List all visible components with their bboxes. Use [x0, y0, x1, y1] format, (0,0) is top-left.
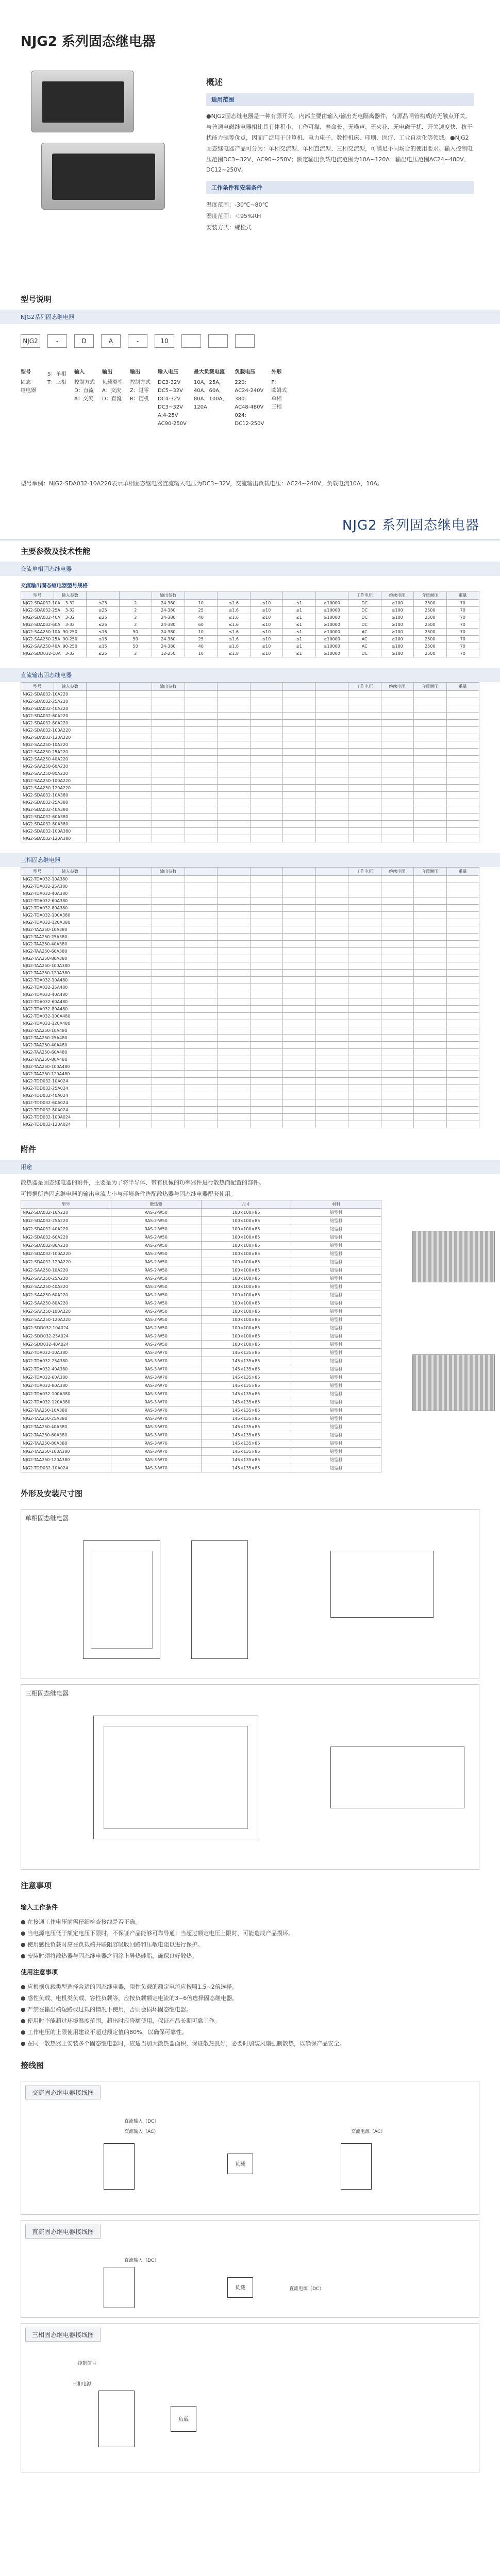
- cond-install: 安装方式：螺栓式: [206, 224, 252, 231]
- spec-sub2: 直流输出固态继电器: [0, 668, 500, 682]
- table-header-cell: [283, 867, 316, 875]
- accessory-row: NJG2-TDA032-40A380 RAS-3-W70 145×135×85 铝型材: [21, 1365, 381, 1373]
- model-diagram: [0, 324, 500, 479]
- table-header-cell: [315, 591, 348, 599]
- three-load-block: 负载: [171, 2406, 196, 2432]
- accessory-row: NJG2-SDA032-100A220 RAS-2-W50 100×100×85 铝型材: [21, 1249, 381, 1258]
- table-row: NJG2-SDA032-100A380: [21, 827, 479, 835]
- accessory-row: NJG2-TDA032-80A380 RAS-3-W70 145×135×85 铝型材: [21, 1381, 381, 1389]
- conditions-label: 工作条件和安装条件: [206, 181, 474, 194]
- table-header-cell: [185, 591, 218, 599]
- table-header-cell: 绝缘电阻: [381, 867, 414, 875]
- product-image: [21, 71, 175, 215]
- accessory-text1: 散热器是固态继电器的附件，主要是为了将半导体、带有机械的功率器件进行散热而配置的部件。: [21, 1179, 264, 1186]
- table-header-cell: [119, 867, 152, 875]
- table-row: NJG2-SDA032-80A380: [21, 820, 479, 827]
- accessory-header-cell: 尺寸: [201, 1200, 291, 1208]
- notes-sub2: 使用注意事项: [21, 1968, 58, 1976]
- dc-load-block: 负载: [227, 2277, 253, 2298]
- accessory-sub: 用途: [0, 1160, 500, 1174]
- table-row: NJG2-SAA250-100A220: [21, 777, 479, 784]
- wiring-heading: 接线图: [21, 2060, 44, 2070]
- accessory-row: NJG2-SDA032-60A220 RAS-2-W50 100×100×85 铝型材: [21, 1233, 381, 1241]
- table-row: NJG2-SDA032-60A220: [21, 712, 479, 719]
- table-header-cell: [119, 682, 152, 690]
- table-header-cell: 重量: [446, 867, 479, 875]
- spec-sub3: 三相固态继电器: [0, 853, 500, 867]
- spec-table-title: 交流输出固态继电器型号规格: [21, 583, 88, 589]
- model-code-column: 外形 F： 欧姆式 单相 三相: [271, 369, 287, 410]
- spec-table: [21, 591, 479, 657]
- accessory-row: NJG2-TDA032-10A380 RAS-3-W70 145×135×85 铝型材: [21, 1348, 381, 1357]
- table-row: NJG2-SAA250-80A220: [21, 770, 479, 777]
- accessory-row: NJG2-SAA250-120A220 RAS-2-W50 100×100×85 铝型材: [21, 1315, 381, 1324]
- accessory-row: NJG2-SDA032-80A220 RAS-2-W50 100×100×85 铝型材: [21, 1241, 381, 1249]
- ac-wiring-diagram: [21, 2081, 479, 2215]
- cond-humidity: 湿度范围：＜95%RH: [206, 213, 261, 220]
- spec-heading: 主要参数及技术性能: [21, 546, 91, 556]
- table-row: NJG2-TAA250-40A380: [21, 940, 479, 947]
- spec-sub1: 交流单相固态继电器: [0, 562, 500, 576]
- table-header-cell: 型号: [21, 867, 54, 875]
- table-row: NJG2-TAA250-10A480: [21, 1027, 479, 1034]
- table-row: NJG2-SAA250-10A 90-250 ≤15 50 24-380 10 ≤1.6 ≤10 ≤1 ≥10000 AC ≥100 2500 70: [21, 628, 479, 635]
- notes-heading: 注意事项: [21, 1880, 52, 1890]
- table-row: NJG2-TDA032-10A480: [21, 976, 479, 984]
- model-code-box: -: [47, 334, 67, 348]
- dc-supply-label: 直流电源（DC）: [289, 2286, 324, 2292]
- table-row: NJG2-TDA032-40A480: [21, 991, 479, 998]
- table-row: NJG2-SDA032-25A380: [21, 799, 479, 806]
- outline-heading: 外形及安装尺寸图: [21, 1488, 83, 1498]
- model-code-box: A: [101, 334, 121, 348]
- accessory-row: NJG2-SDA032-120A220 RAS-2-W50 100×100×85 铝型材: [21, 1258, 381, 1266]
- accessory-row: NJG2-SDA032-25A220 RAS-2-W50 100×100×85 铝型材: [21, 1216, 381, 1225]
- table-row: NJG2-SDA032-60A 3-32 ≤25 2 24-380 60 ≤1.6 ≤10 ≤1 ≥10000 DC ≥100 2500 70: [21, 621, 479, 628]
- accessory-row: NJG2-SDD032-25A024 RAS-2-W50 100×100×85 铝型材: [21, 1332, 381, 1340]
- table-row: NJG2-TDA032-100A380: [21, 911, 479, 919]
- notes-block: [0, 1896, 500, 2055]
- table-row: NJG2-SDA032-40A380: [21, 806, 479, 813]
- overview-heading: 概述: [206, 77, 223, 87]
- page-title: NJG2 系列固态继电器: [21, 34, 156, 49]
- accessory-row: NJG2-SAA250-10A220 RAS-2-W50 100×100×85 铝型材: [21, 1266, 381, 1274]
- table-row: NJG2-SAA250-10A220: [21, 741, 479, 748]
- table-row: NJG2-TDD032-25A024: [21, 1084, 479, 1092]
- table-row: NJG2-SAA250-25A220: [21, 748, 479, 755]
- accessory-row: NJG2-TAA250-60A380 RAS-3-W70 145×135×85 铝型材: [21, 1431, 381, 1439]
- model-code-column: 输入 控制方式 D：直流 A：交流: [74, 369, 95, 402]
- table-row: NJG2-SDA032-60A380: [21, 813, 479, 820]
- table-row: NJG2-TDA032-10A380: [21, 875, 479, 883]
- table-row: NJG2-SDA032-10A380: [21, 791, 479, 799]
- model-code-column: 输出 控制方式 Z：过零 R：随机: [130, 369, 151, 402]
- table-row: NJG2-SDD032-10A 3-32 ≤25 2 12-250 10 ≤1.8 ≤10 ≤1 ≥10000 DC ≥100 2500 70: [21, 650, 479, 657]
- table-header-cell: 型号: [21, 591, 54, 599]
- accessory-row: NJG2-TAA250-10A380 RAS-3-W70 145×135×85 铝型材: [21, 1406, 381, 1414]
- series-banner: [0, 510, 500, 540]
- table-header-cell: 工作电压: [348, 682, 381, 690]
- note-line: ● 当电源电压低于额定电压下限时，不保证产品能够可靠导通；当超过额定电压上限时，可能造成产品损坏。: [21, 1929, 294, 1937]
- table-row: NJG2-TDA032-100A480: [21, 1012, 479, 1020]
- table-header-cell: 介质耐压: [414, 867, 447, 875]
- dc-wiring-caption: 直流固态继电器接线图: [25, 2225, 101, 2239]
- model-code-box: [208, 334, 228, 348]
- table-header-cell: [218, 682, 251, 690]
- table-header-cell: [250, 682, 283, 690]
- purpose-text: ●NJG2固态继电器是一种有源开关，内部主要由输入/输出光电隔离器件，有源晶闸管构成的无触点开关。与普通电磁继电器相比具有体积小、工作可靠、寿命长、无噪声、无火花、无电磁干扰、开关速度快、抗干扰能力强等优点，因而广泛用于计算机、电力电子、数控机床、印刷、医疗、工业自动化等领域。●NJG2固态继电器产品可分为：单相交流型、单相直流型、三相交流型，可满足不同场合的使用要求。输入控制电压范围DC3~32V、AC90~250V；额定输出负载电流范围为10A~120A；输出电压范围AC24~480V、DC12~250V。: [206, 113, 473, 174]
- model-code-column: 输出 负载类型 A：交流 D：直流: [102, 369, 123, 402]
- note-line: ● 安装时须将散热器与固态继电器之间涂上导热硅脂，确保良好散热。: [21, 1952, 198, 1959]
- table-header-cell: [250, 867, 283, 875]
- table-row: NJG2-SAA250-25A 90-250 ≤15 50 24-380 25 ≤1.6 ≤10 ≤1 ≥10000 AC ≥100 2500 70: [21, 635, 479, 642]
- note-line: ● 在同一散热器上安装多个固态继电器时，应适当加大散热器面积，保证散热良好，必要时加装风扇强制散热，以确保产品安全。: [21, 2040, 345, 2047]
- ac-input-dc-label: 直流输入（DC）: [124, 2119, 159, 2124]
- table-row: NJG2-TAA250-100A480: [21, 1063, 479, 1070]
- accessory-table: [21, 1200, 381, 1472]
- accessory-header-cell: 型号: [21, 1200, 111, 1208]
- table-header-cell: 输入参数: [54, 591, 87, 599]
- table-row: NJG2-TDA032-60A480: [21, 998, 479, 1005]
- accessory-row: NJG2-TAA250-25A380 RAS-3-W70 145×135×85 铝型材: [21, 1414, 381, 1422]
- table-header-cell: [315, 867, 348, 875]
- note-line: ● 工作电压的上限使用建议不超过额定值的80%，以确保可靠性。: [21, 2028, 188, 2036]
- table-row: NJG2-SAA250-40A220: [21, 755, 479, 762]
- note-line: ● 应根据负载类型选择合适的固态继电器，阻性负载的额定电流应按照1.5~2倍选择。: [21, 1983, 238, 1990]
- table-header-cell: [283, 682, 316, 690]
- model-note: 型号举例：NJG2-SDA032-10A220表示单相固态继电器直流输入电压为DC3~32V，交流输出负载电压：AC24~240V，负载电流10A，10A。: [21, 480, 383, 487]
- model-code-column: 最大负载电流 10A，25A， 40A，60A， 80A，100A， 120A: [193, 369, 228, 410]
- purpose-label: 适用范围: [206, 93, 474, 106]
- accessory-text2: 可根据所选固态继电器的输出电流大小与环境条件选配散热器与固态继电器配套使用。: [21, 1190, 236, 1197]
- accessory-row: NJG2-SAA250-80A220 RAS-2-W50 100×100×85 铝型材: [21, 1299, 381, 1307]
- table-row: NJG2-SDA032-100A220: [21, 726, 479, 734]
- accessory-row: NJG2-TDA032-60A380 RAS-3-W70 145×135×85 铝型材: [21, 1373, 381, 1381]
- accessory-row: NJG2-TDA032-120A380 RAS-3-W70 145×135×85 铝型材: [21, 1398, 381, 1406]
- model-code-column: 负载电压 220: AC24-240V 380: AC48-480V 024: DC12-250V: [235, 369, 264, 427]
- table-header-cell: [87, 867, 120, 875]
- ac-supply-label: 交流电源（AC）: [351, 2129, 386, 2134]
- model-code-box: [181, 334, 201, 348]
- accessory-row: NJG2-TDA032-25A380 RAS-3-W70 145×135×85 铝型材: [21, 1357, 381, 1365]
- dc-wiring-diagram: [21, 2220, 479, 2318]
- accessory-header-cell: 散热器: [111, 1200, 201, 1208]
- table-row: NJG2-TDA032-60A380: [21, 897, 479, 904]
- table-header-cell: [185, 867, 218, 875]
- three-relay-block: [98, 2391, 135, 2447]
- cond-temp: 温度范围：-30℃~80℃: [206, 201, 269, 209]
- table-row: NJG2-TDA032-25A480: [21, 984, 479, 991]
- table-row: NJG2-TAA250-120A480: [21, 1070, 479, 1077]
- table-header-cell: 绝缘电阻: [381, 591, 414, 599]
- table-row: NJG2-TDA032-40A380: [21, 890, 479, 897]
- model-heading: 型号说明: [21, 295, 52, 304]
- model-subbar: NJG2系列固态继电器: [0, 310, 500, 324]
- accessory-row: NJG2-SDA032-40A220 RAS-2-W50 100×100×85 铝型材: [21, 1225, 381, 1233]
- table-header-cell: 重量: [446, 682, 479, 690]
- accessory-row: NJG2-TAA250-80A380 RAS-3-W70 145×135×85 铝型材: [21, 1439, 381, 1447]
- model-code-column: 输入电压 DC3-32V DC5~32V DC4-32V DC3~32V A:4-25V AC90-250V: [158, 369, 187, 427]
- table-header-cell: [185, 682, 218, 690]
- single-outline-drawing: [21, 1509, 479, 1679]
- table-header-cell: 重量: [446, 591, 479, 599]
- table-row: NJG2-TAA250-25A380: [21, 933, 479, 940]
- table-header-cell: [119, 591, 152, 599]
- model-code-box: NJG2: [21, 334, 40, 348]
- model-code-column: S：单相 T：三相: [47, 371, 66, 385]
- accessory-row: NJG2-SAA250-40A220 RAS-2-W50 100×100×85 铝型材: [21, 1282, 381, 1291]
- table-header-cell: 工作电压: [348, 591, 381, 599]
- accessory-row: NJG2-TDA032-100A380 RAS-3-W70 145×135×85 铝型材: [21, 1389, 381, 1398]
- table-header-cell: 输出参数: [152, 682, 185, 690]
- three-outline-caption: 三相固态继电器: [25, 1689, 69, 1697]
- three-spec-table: [21, 867, 479, 1128]
- accessory-row: NJG2-SAA250-100A220 RAS-2-W50 100×100×85 铝型材: [21, 1307, 381, 1315]
- table-header-cell: 介质耐压: [414, 591, 447, 599]
- table-row: NJG2-SDA032-25A 3-32 ≤25 2 24-380 25 ≤1.6 ≤10 ≤1 ≥10000 DC ≥100 2500 70: [21, 606, 479, 614]
- table-row: NJG2-TDD032-60A024: [21, 1099, 479, 1106]
- ac-load-block: 负载: [227, 2154, 253, 2174]
- accessory-heading: 附件: [21, 1144, 37, 1154]
- single-outline-caption: 单相固态继电器: [25, 1514, 69, 1522]
- table-header-cell: 输入参数: [54, 867, 87, 875]
- table-row: NJG2-TDD032-10A024: [21, 1077, 479, 1084]
- table-row: NJG2-SDA032-80A220: [21, 719, 479, 726]
- note-line: ● 感性负载、电机类负载、容性负载等，应按负载额定电流的3~6倍选择固态继电器。: [21, 1994, 238, 2002]
- table-row: NJG2-TAA250-80A480: [21, 1056, 479, 1063]
- table-row: NJG2-TDA032-120A480: [21, 1020, 479, 1027]
- table-header-cell: [283, 591, 316, 599]
- table-row: NJG2-TDA032-120A380: [21, 919, 479, 926]
- banner-text: NJG2 系列固态继电器: [342, 518, 479, 534]
- table-header-cell: 介质耐压: [414, 682, 447, 690]
- table-header-cell: 输出参数: [152, 867, 185, 875]
- table-header-cell: [218, 867, 251, 875]
- table-row: NJG2-TAA250-60A380: [21, 947, 479, 955]
- table-row: NJG2-SDA032-10A220: [21, 690, 479, 698]
- accessory-row: NJG2-SDD032-40A024 RAS-2-W50 100×100×85 铝型材: [21, 1340, 381, 1348]
- table-header-cell: 工作电压: [348, 867, 381, 875]
- three-wiring-diagram: [21, 2323, 479, 2472]
- table-row: NJG2-TDA032-80A480: [21, 1005, 479, 1012]
- three-input-label: 控制信号: [78, 2361, 97, 2366]
- table-row: NJG2-SDA032-40A 3-32 ≤25 2 24-380 40 ≤1.6 ≤10 ≤1 ≥10000 DC ≥100 2500 70: [21, 614, 479, 621]
- accessory-row: NJG2-SDD032-10A024 RAS-2-W50 100×100×85 铝型材: [21, 1324, 381, 1332]
- table-row: NJG2-TAA250-10A380: [21, 926, 479, 933]
- note-line: ● 严禁在输出端短路或过载的情况下使用，否则会损坏固态继电器。: [21, 2006, 192, 2013]
- ac-input-ac-label: 交流输入（AC）: [124, 2129, 159, 2134]
- table-header-cell: 绝缘电阻: [381, 682, 414, 690]
- model-code-box: [235, 334, 255, 348]
- table-row: NJG2-SDA032-10A 3-32 ≤25 2 24-380 10 ≤1.6 ≤10 ≤1 ≥10000 DC ≥100 2500 70: [21, 599, 479, 606]
- dc-relay-block: [104, 2267, 135, 2308]
- dc-input-label: 直流输入（DC）: [124, 2258, 159, 2263]
- table-row: NJG2-SAA250-120A220: [21, 784, 479, 791]
- table-header-cell: 型号: [21, 682, 54, 690]
- table-row: NJG2-TDD032-40A024: [21, 1092, 479, 1099]
- table-header-cell: [87, 682, 120, 690]
- model-code-box: 10: [155, 334, 174, 348]
- model-code-column: 型号 固态 继电器: [21, 369, 36, 394]
- accessory-row: NJG2-SAA250-60A220 RAS-2-W50 100×100×85 铝型材: [21, 1291, 381, 1299]
- accessory-row: NJG2-SAA250-25A220 RAS-2-W50 100×100×85 铝型材: [21, 1274, 381, 1282]
- table-row: NJG2-TAA250-40A480: [21, 1041, 479, 1048]
- table-row: NJG2-TAA250-80A380: [21, 955, 479, 962]
- note-line: ● 在接通工作电压前需仔细检查接线是否正确。: [21, 1918, 141, 1925]
- table-row: NJG2-SAA250-40A 90-250 ≤15 50 24-380 40 ≤1.6 ≤10 ≤1 ≥10000 AC ≥100 2500 70: [21, 642, 479, 650]
- heatsink-image: [402, 1200, 500, 1437]
- table-header-cell: [315, 682, 348, 690]
- accessory-row: NJG2-TAA250-120A380 RAS-3-W70 145×135×85 铝型材: [21, 1455, 381, 1464]
- accessory-header-cell: 材料: [291, 1200, 381, 1208]
- ac-relay-block: [104, 2143, 135, 2190]
- table-header-cell: 输入参数: [54, 682, 87, 690]
- accessory-row: NJG2-TAA250-100A380 RAS-3-W70 145×135×85 铝型材: [21, 1447, 381, 1455]
- table-row: NJG2-TDA032-80A380: [21, 904, 479, 911]
- hero-section: [0, 0, 500, 289]
- table-header-cell: [218, 591, 251, 599]
- accessory-row: NJG2-SDA032-10A220 RAS-2-W50 100×100×85 铝型材: [21, 1208, 381, 1216]
- accessory-row: NJG2-TAA250-40A380 RAS-3-W70 145×135×85 铝型材: [21, 1422, 381, 1431]
- table-row: NJG2-TAA250-60A480: [21, 1048, 479, 1056]
- table-row: NJG2-TAA250-100A380: [21, 962, 479, 969]
- table-row: NJG2-TAA250-120A380: [21, 969, 479, 976]
- table-row: NJG2-TDA032-25A380: [21, 883, 479, 890]
- table-row: NJG2-TDD032-100A024: [21, 1113, 479, 1121]
- three-outline-drawing: [21, 1684, 479, 1870]
- table-row: NJG2-TAA250-25A480: [21, 1034, 479, 1041]
- table-row: NJG2-TDD032-80A024: [21, 1106, 479, 1113]
- model-code-box: -: [128, 334, 147, 348]
- note-line: ● 使用时不能超过环境温度范围，超出时应降额使用，保证产品长期可靠工作。: [21, 2017, 221, 2024]
- three-supply-label: 三相电源: [73, 2381, 92, 2387]
- ac-relay-block-2: [341, 2143, 372, 2190]
- model-code-box: D: [74, 334, 94, 348]
- note-line: ● 使用感性负载时应在负载端并联阻容吸收回路和压敏电阻以进行保护。: [21, 1941, 204, 1948]
- table-row: NJG2-SDA032-120A380: [21, 835, 479, 842]
- table-row: NJG2-SAA250-60A220: [21, 762, 479, 770]
- accessory-row: NJG2-TDD032-10A024 RAS-3-W70 145×135×85 铝型材: [21, 1464, 381, 1472]
- table-row: NJG2-SDA032-120A220: [21, 734, 479, 741]
- ac-wiring-caption: 交流固态继电器接线图: [25, 2086, 101, 2099]
- table-row: NJG2-SDA032-25A220: [21, 698, 479, 705]
- single-spec-table: [21, 682, 479, 842]
- table-row: NJG2-TDD032-120A024: [21, 1121, 479, 1128]
- three-wiring-caption: 三相固态继电器接线图: [25, 2328, 101, 2342]
- notes-sub: 输入工作条件: [21, 1903, 58, 1911]
- table-header-cell: [250, 591, 283, 599]
- table-header-cell: 输出参数: [152, 591, 185, 599]
- table-header-cell: [87, 591, 120, 599]
- table-row: NJG2-SDA032-40A220: [21, 705, 479, 712]
